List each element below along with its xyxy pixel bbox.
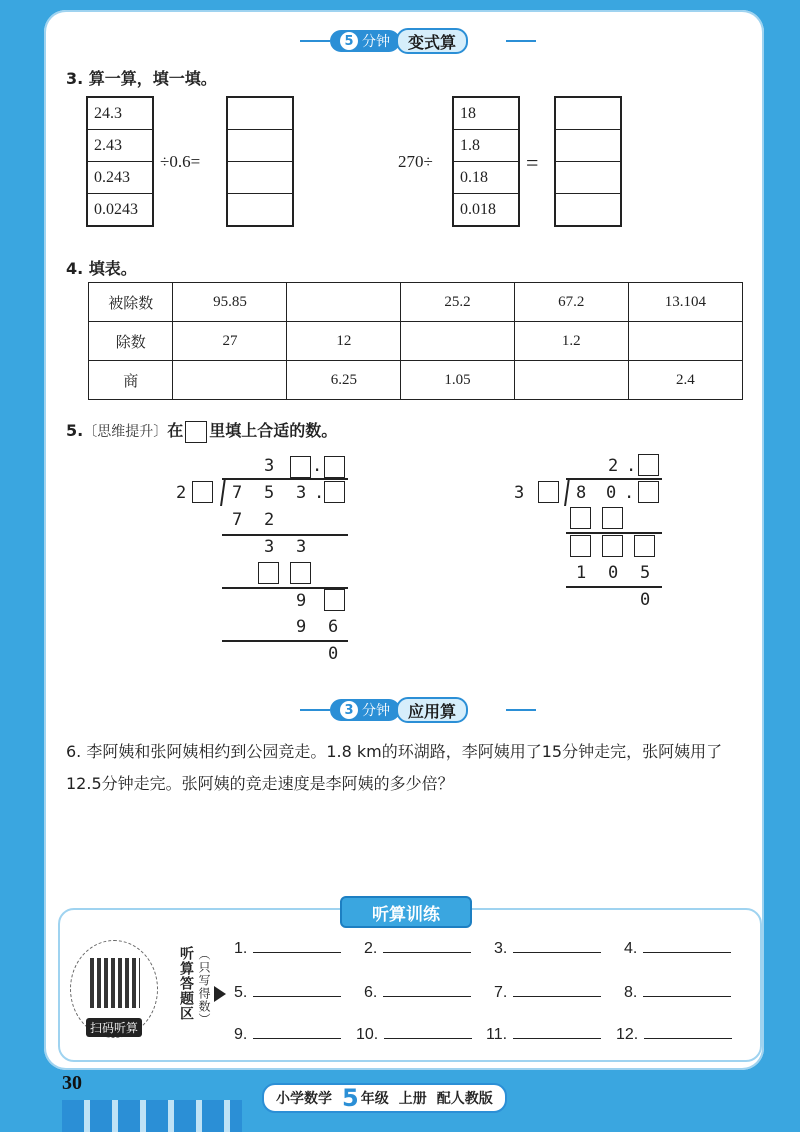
book-footer: 小学数学 5 年级 上册 配人教版 xyxy=(262,1083,507,1113)
q4-table xyxy=(88,282,743,400)
answer-slot[interactable]: 4. xyxy=(624,940,731,958)
stack-cell: 1.8 xyxy=(454,130,518,162)
answer-box[interactable] xyxy=(258,562,279,584)
minutes-unit: 分钟 xyxy=(362,703,390,719)
q3-right-stack xyxy=(452,96,520,227)
answer-slot[interactable]: 11. xyxy=(486,1026,601,1044)
arrow-right-icon xyxy=(214,986,226,1002)
section-title: 变式算 xyxy=(396,28,468,54)
section-badge-1 xyxy=(330,28,468,54)
answer-box[interactable] xyxy=(638,481,659,503)
section-badge-2 xyxy=(330,697,468,723)
stack-cell: 0.243 xyxy=(88,162,152,194)
table-row: 被除数 95.85 25.2 67.2 13.104 xyxy=(89,283,743,322)
answer-slot[interactable]: 12. xyxy=(616,1026,732,1044)
answer-box[interactable] xyxy=(570,535,591,557)
section-title: 应用算 xyxy=(396,697,468,723)
answer-slot[interactable]: 1. xyxy=(234,940,341,958)
stack-cell: 0.018 xyxy=(460,200,496,218)
answer-box[interactable] xyxy=(638,454,659,476)
answer-box[interactable] xyxy=(602,507,623,529)
decorative-strip xyxy=(62,1100,242,1132)
answer-box[interactable] xyxy=(324,589,345,611)
answer-slot[interactable]: 2. xyxy=(364,940,471,958)
answer-slot[interactable]: 5. xyxy=(234,984,341,1002)
stack-cell: 0.0243 xyxy=(94,200,138,218)
qr-code-icon[interactable] xyxy=(90,958,140,1008)
minutes-unit: 分钟 xyxy=(362,34,390,50)
q3-right-answer-boxes[interactable] xyxy=(554,96,622,227)
answer-box[interactable] xyxy=(634,535,655,557)
minutes-value: 5 xyxy=(340,32,358,50)
listening-title: 听算训练 xyxy=(340,896,472,928)
table-row: 除数 27 12 1.2 xyxy=(89,322,743,361)
stack-cell: 24.3 xyxy=(88,98,152,130)
stack-cell: 2.43 xyxy=(88,130,152,162)
answer-slot[interactable]: 9. xyxy=(234,1026,341,1044)
q3-right-equals: = xyxy=(526,150,539,175)
answer-slot[interactable]: 8. xyxy=(624,984,731,1002)
answer-slot[interactable]: 3. xyxy=(494,940,601,958)
scan-label: 扫码听算 xyxy=(86,1018,142,1037)
answer-box[interactable] xyxy=(324,456,345,478)
answer-slot[interactable]: 7. xyxy=(494,984,601,1002)
answer-box[interactable] xyxy=(570,507,591,529)
q3-right-prefix: 270÷ xyxy=(398,152,433,171)
minutes-value: 3 xyxy=(340,701,358,719)
q3-left-stack xyxy=(86,96,154,227)
q3-left-operator: ÷0.6= xyxy=(160,152,201,171)
answer-box[interactable] xyxy=(324,481,345,503)
answer-slot[interactable]: 6. xyxy=(364,984,471,1002)
page-number: 30 xyxy=(62,1072,82,1094)
q3-title: 3. 算一算，填一填。 xyxy=(66,69,217,88)
table-row: 商 6.25 1.05 2.4 xyxy=(89,361,743,400)
q6-question: 6. 李阿姨和张阿姨相约到公园竞走。1.8 km的环湖路，李阿姨用了15分钟走完，张阿姨用了12.5分钟走完。张阿姨的竞走速度是李阿姨的多少倍？ xyxy=(66,742,723,793)
answer-slot[interactable]: 10. xyxy=(356,1026,472,1044)
answer-box[interactable] xyxy=(602,535,623,557)
answer-box[interactable] xyxy=(290,562,311,584)
answer-box[interactable] xyxy=(538,481,559,503)
q4-title: 4. 填表。 xyxy=(66,259,137,278)
q3-left-answer-boxes[interactable] xyxy=(226,96,294,227)
answer-area-label: 听算答题区 xyxy=(178,946,194,1021)
answer-box[interactable] xyxy=(290,456,311,478)
stack-cell: 0.18 xyxy=(454,162,518,194)
stack-cell: 18 xyxy=(454,98,518,130)
answer-box[interactable] xyxy=(192,481,213,503)
q5-title: 5.〔思维提升〕在 里填上合适的数。 xyxy=(66,418,337,443)
answer-note: （只写得数） xyxy=(197,948,211,1026)
